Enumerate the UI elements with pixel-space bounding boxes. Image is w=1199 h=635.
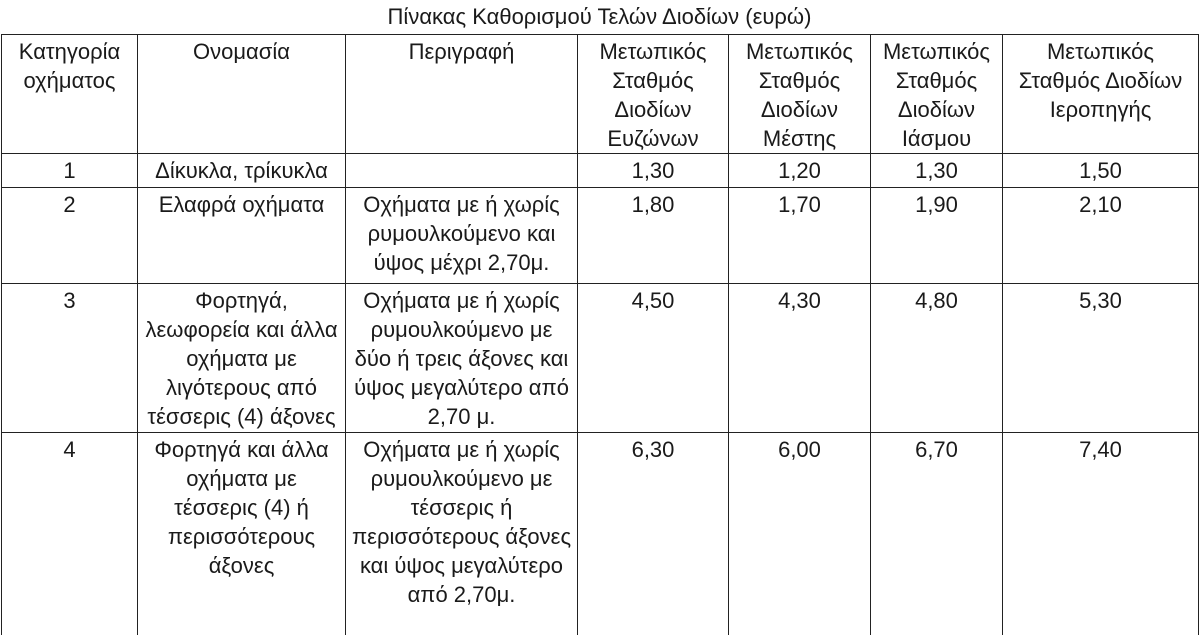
header-mestis: Μετωπικός Σταθμός Διοδίων Μέστης — [729, 35, 871, 154]
cell-iasmou: 1,30 — [871, 154, 1003, 188]
cell-ieropigis: 7,40 — [1003, 433, 1199, 635]
cell-iasmou: 1,90 — [871, 188, 1003, 284]
header-category: Κατηγορία οχήματος — [2, 35, 138, 154]
header-ieropigis: Μετωπικός Σταθμός Διοδίων Ιεροπηγής — [1003, 35, 1199, 154]
cell-evzonon: 1,80 — [578, 188, 729, 284]
cell-ieropigis: 1,50 — [1003, 154, 1199, 188]
cell-iasmou: 4,80 — [871, 284, 1003, 433]
cell-mestis: 4,30 — [729, 284, 871, 433]
header-name: Ονομασία — [138, 35, 346, 154]
cell-evzonon: 4,50 — [578, 284, 729, 433]
header-iasmou: Μετωπικός Σταθμός Διοδίων Ιάσμου — [871, 35, 1003, 154]
cell-category: 4 — [2, 433, 138, 635]
table-row — [2, 188, 1199, 284]
cell-iasmou: 6,70 — [871, 433, 1003, 635]
cell-description: Οχήματα με ή χωρίς ρυμουλκούμενο και ύψος μέχρι 2,70μ. — [346, 188, 578, 284]
cell-category: 1 — [2, 154, 138, 188]
cell-mestis: 6,00 — [729, 433, 871, 635]
header-description: Περιγραφή — [346, 35, 578, 154]
table-row — [2, 154, 1199, 188]
cell-evzonon: 1,30 — [578, 154, 729, 188]
cell-name: Φορτηγά και άλλα οχήματα με τέσσερις (4) ή περισσότερους άξονες — [138, 433, 346, 635]
cell-description: Οχήματα με ή χωρίς ρυμουλκούμενο με τέσσερις ή περισσότερους άξονες και ύψος μεγαλύτερο από 2,70μ. — [346, 433, 578, 635]
table-title: Πίνακας Καθορισμού Τελών Διοδίων (ευρώ) — [0, 4, 1199, 30]
header-evzonon: Μετωπικός Σταθμός Διοδίων Ευζώνων — [578, 35, 729, 154]
cell-mestis: 1,20 — [729, 154, 871, 188]
cell-description: Οχήματα με ή χωρίς ρυμουλκούμενο με δύο ή τρεις άξονες και ύψος μεγαλύτερο από 2,70 μ. — [346, 284, 578, 433]
cell-description — [346, 154, 578, 188]
cell-name: Ελαφρά οχήματα — [138, 188, 346, 284]
table-row — [2, 284, 1199, 433]
cell-ieropigis: 2,10 — [1003, 188, 1199, 284]
toll-rates-table — [1, 34, 1199, 635]
cell-evzonon: 6,30 — [578, 433, 729, 635]
cell-name: Φορτηγά, λεωφορεία και άλλα οχήματα με λιγότερους από τέσσερις (4) άξονες — [138, 284, 346, 433]
cell-name: Δίκυκλα, τρίκυκλα — [138, 154, 346, 188]
cell-category: 3 — [2, 284, 138, 433]
cell-category: 2 — [2, 188, 138, 284]
header-row — [2, 35, 1199, 154]
cell-ieropigis: 5,30 — [1003, 284, 1199, 433]
table-row — [2, 433, 1199, 635]
cell-mestis: 1,70 — [729, 188, 871, 284]
